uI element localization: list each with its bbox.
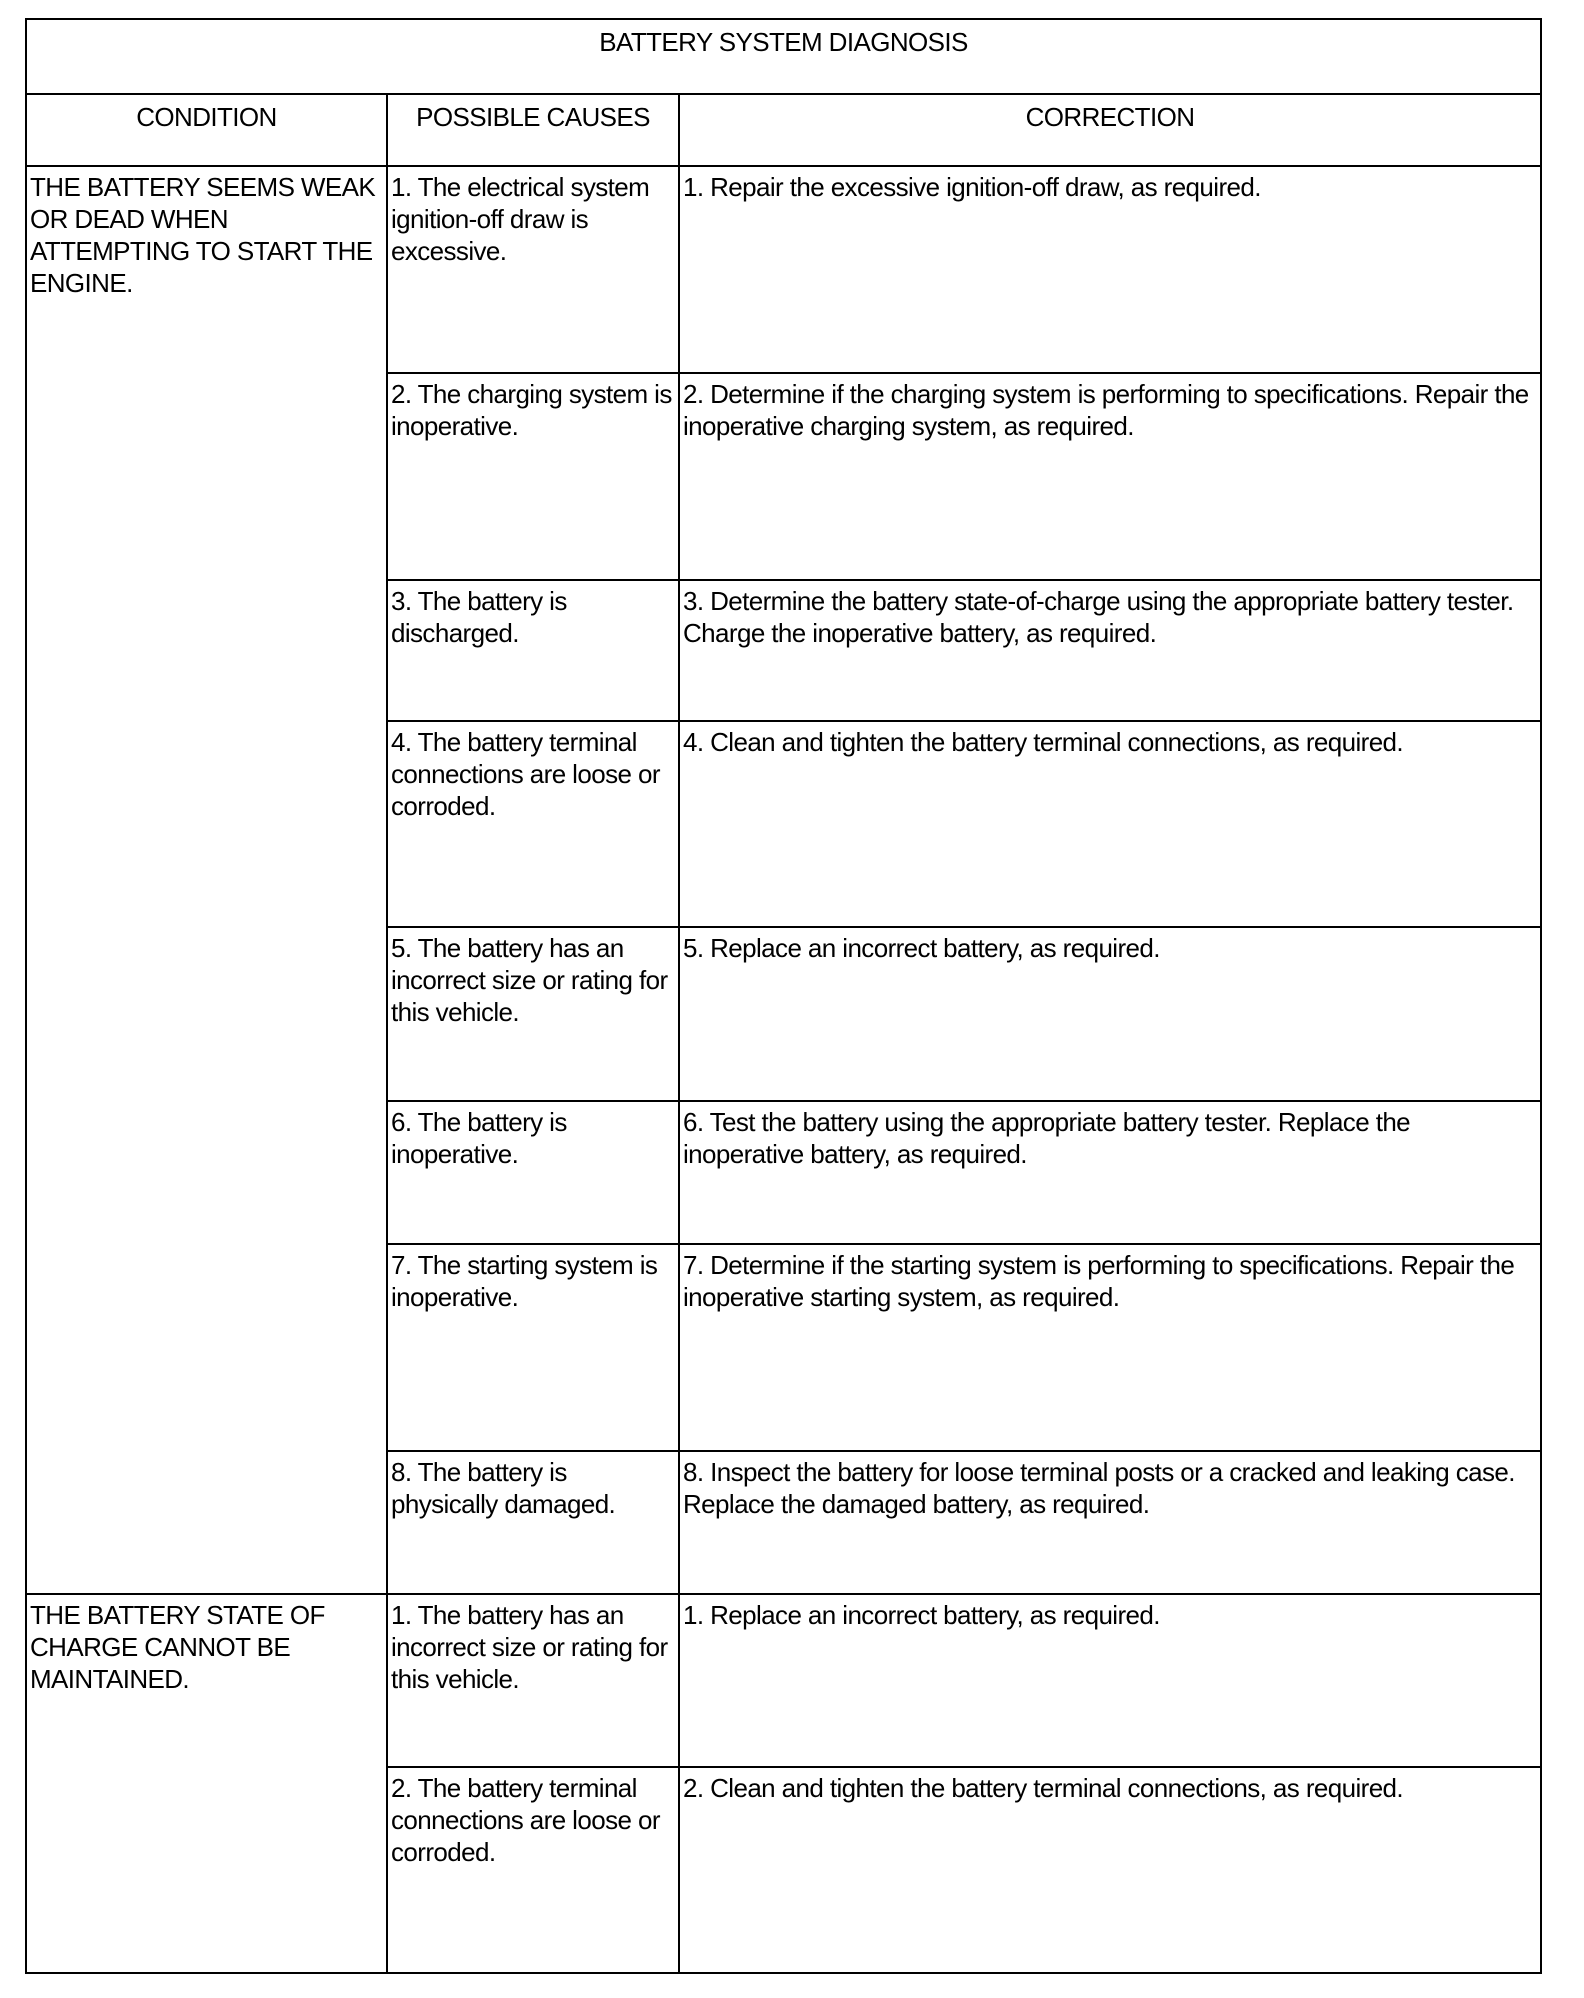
correction-cell: 2. Clean and tighten the battery terminal connections, as required. (679, 1767, 1541, 1973)
correction-cell: 6. Test the battery using the appropriate battery tester. Replace the inoperative battery, as required. (679, 1101, 1541, 1244)
correction-cell: 7. Determine if the starting system is performing to specifications. Repair the inoperative starting system, as required. (679, 1244, 1541, 1451)
cause-cell: 6. The battery is inoperative. (387, 1101, 679, 1244)
cause-cell: 8. The battery is physically damaged. (387, 1451, 679, 1594)
cause-cell: 2. The charging system is inoperative. (387, 373, 679, 580)
cause-cell: 5. The battery has an incorrect size or rating for this vehicle. (387, 927, 679, 1101)
correction-cell: 3. Determine the battery state-of-charge using the appropriate battery tester. Charge the inoperative battery, as required. (679, 580, 1541, 721)
cause-cell: 7. The starting system is inoperative. (387, 1244, 679, 1451)
cause-cell: 3. The battery is discharged. (387, 580, 679, 721)
cause-cell: 2. The battery terminal connections are loose or corroded. (387, 1767, 679, 1973)
cause-cell: 1. The electrical system ignition-off draw is excessive. (387, 166, 679, 373)
condition-cell: THE BATTERY STATE OF CHARGE CANNOT BE MAINTAINED. (26, 1594, 387, 1973)
table-title: BATTERY SYSTEM DIAGNOSIS (26, 19, 1541, 94)
header-causes: POSSIBLE CAUSES (387, 94, 679, 166)
correction-cell: 5. Replace an incorrect battery, as required. (679, 927, 1541, 1101)
battery-diagnosis-table (25, 18, 1542, 1974)
header-condition: CONDITION (26, 94, 387, 166)
cause-cell: 4. The battery terminal connections are loose or corroded. (387, 721, 679, 927)
table-row (26, 166, 1541, 373)
table-row (26, 1594, 1541, 1767)
cause-cell: 1. The battery has an incorrect size or rating for this vehicle. (387, 1594, 679, 1767)
header-correction: CORRECTION (679, 94, 1541, 166)
correction-cell: 2. Determine if the charging system is performing to specifications. Repair the inoperative charging system, as required. (679, 373, 1541, 580)
correction-cell: 4. Clean and tighten the battery terminal connections, as required. (679, 721, 1541, 927)
correction-cell: 8. Inspect the battery for loose terminal posts or a cracked and leaking case. Replace the damaged battery, as required. (679, 1451, 1541, 1594)
correction-cell: 1. Replace an incorrect battery, as required. (679, 1594, 1541, 1767)
correction-cell: 1. Repair the excessive ignition-off draw, as required. (679, 166, 1541, 373)
condition-cell: THE BATTERY SEEMS WEAK OR DEAD WHEN ATTEMPTING TO START THE ENGINE. (26, 166, 387, 1594)
